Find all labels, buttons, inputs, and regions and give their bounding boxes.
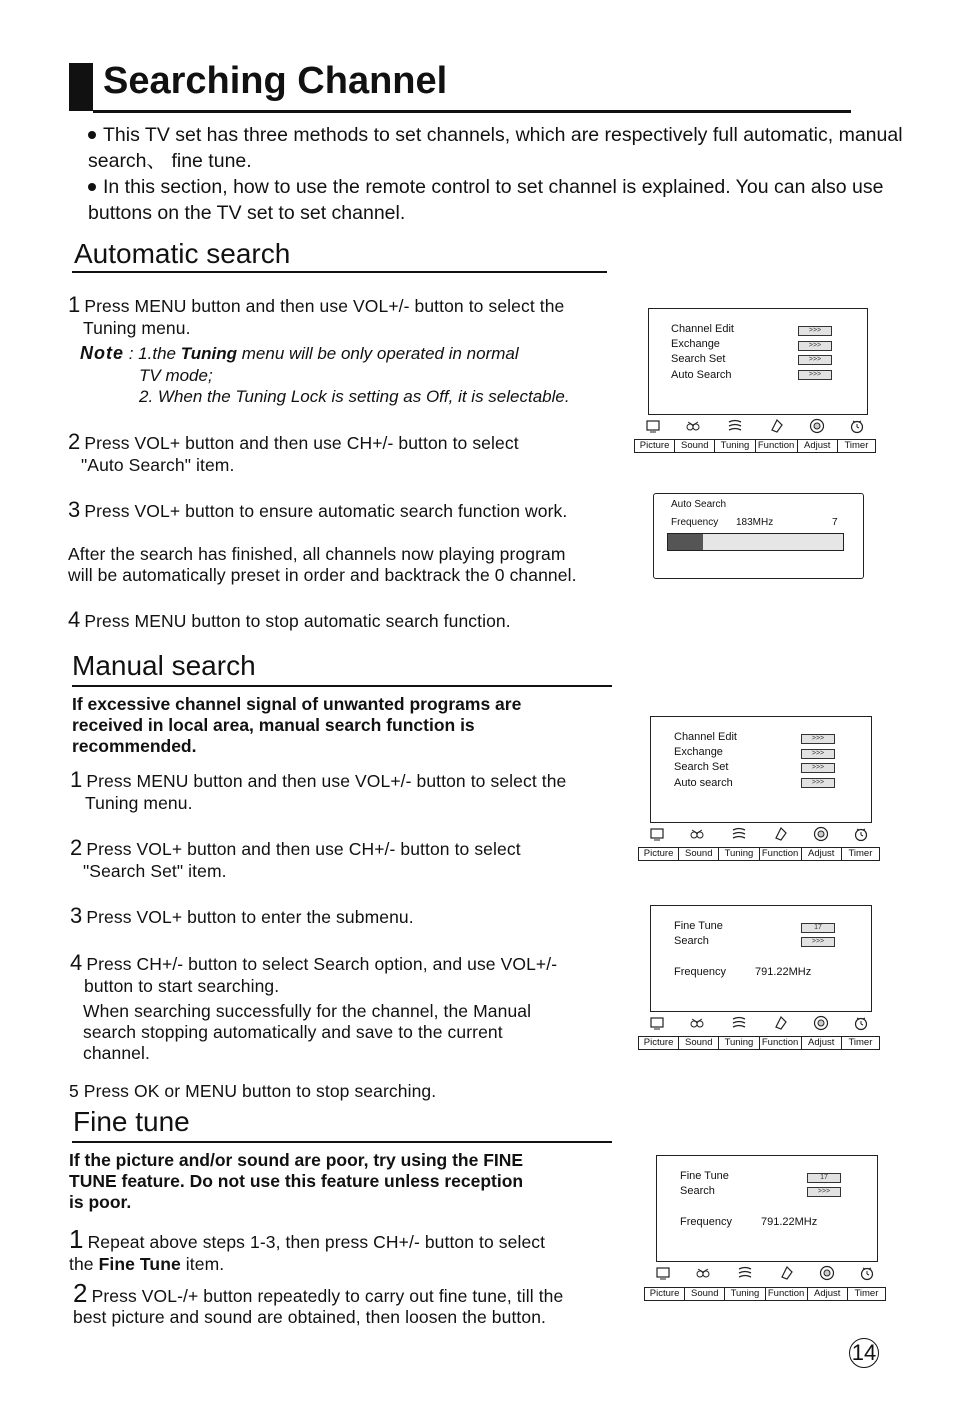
section-rule xyxy=(72,1141,612,1143)
tab-timer: Timer xyxy=(848,848,873,859)
tab-picture: Picture xyxy=(639,848,679,860)
manual-step-5: 5 Press OK or MENU button to stop searching. xyxy=(69,1081,437,1101)
picture-icon xyxy=(645,418,661,434)
tab-adjust: Adjust xyxy=(798,440,838,452)
fine-tune-screen xyxy=(656,1155,878,1262)
submenu-arrow: >>> xyxy=(798,326,832,336)
manual-step-1: 1 Press MENU button and then use VOL+/- button to select the xyxy=(70,767,567,792)
sound-icon xyxy=(685,418,701,434)
frequency-label: Frequency xyxy=(674,966,726,978)
menu-tab-bar xyxy=(644,1287,886,1301)
menu-item-channel-edit: Channel Edit xyxy=(674,731,737,743)
tab-sound: Sound xyxy=(675,440,715,452)
search-set-screen xyxy=(650,905,872,1012)
frequency-value: 791.22MHz xyxy=(761,1216,818,1228)
fine-step-1-cont: the Fine Tune item. xyxy=(69,1254,225,1274)
tuning-icon xyxy=(737,1265,753,1281)
adjust-icon xyxy=(813,826,829,842)
submenu-arrow: >>> xyxy=(798,341,832,351)
manual-when-line-1: When searching successfully for the channel, the Manual xyxy=(83,1001,532,1021)
fine-tune-value: 17 xyxy=(807,1173,841,1183)
auto-after-line-1: After the search has finished, all channels now playing program xyxy=(68,544,566,564)
menu-item-exchange: Exchange xyxy=(671,338,720,350)
tab-picture: Picture xyxy=(639,1037,679,1049)
intro-paragraph-2: In this section, how to use the remote control to set channel is explained. You can also use buttons on the TV set to set channel. xyxy=(88,176,884,224)
manual-search-heading: Manual search xyxy=(72,650,256,681)
function-icon xyxy=(769,418,785,434)
menu-icon-row xyxy=(635,418,875,440)
fine-tune-label: Fine Tune xyxy=(680,1170,729,1182)
menu-icon-row xyxy=(639,1015,879,1037)
menu-item-auto-search: Auto Search xyxy=(671,369,732,381)
sound-icon xyxy=(695,1265,711,1281)
title-rule xyxy=(93,110,851,113)
tab-function: Function xyxy=(760,1037,802,1049)
manual-step-2: 2 Press VOL+ button and then use CH+/- button to select xyxy=(70,835,521,860)
page-number: 14 xyxy=(849,1338,879,1368)
timer-icon xyxy=(859,1265,875,1281)
bullet-icon xyxy=(88,131,96,139)
tab-tuning: Tuning xyxy=(719,848,759,860)
tab-picture: Picture xyxy=(635,440,675,452)
submenu-arrow: >>> xyxy=(801,763,835,773)
function-icon xyxy=(773,826,789,842)
menu-icon-row xyxy=(645,1265,885,1287)
channel-number: 7 xyxy=(832,517,838,528)
timer-icon xyxy=(849,418,865,434)
auto-search-screen xyxy=(653,493,864,579)
tuning-menu-screen xyxy=(648,308,868,415)
picture-icon xyxy=(655,1265,671,1281)
picture-icon xyxy=(649,826,665,842)
adjust-icon xyxy=(809,418,825,434)
auto-after-line-2: will be automatically preset in order and backtrack the 0 channel. xyxy=(68,565,577,585)
timer-icon xyxy=(853,826,869,842)
menu-tab-bar xyxy=(634,439,876,453)
manual-when-line-3: channel. xyxy=(83,1043,150,1063)
submenu-arrow: >>> xyxy=(807,1187,841,1197)
function-icon xyxy=(779,1265,795,1281)
submenu-arrow: >>> xyxy=(801,778,835,788)
frequency-value: 183MHz xyxy=(736,517,774,528)
auto-step-2: 2 Press VOL+ button and then use CH+/- button to select xyxy=(68,429,519,454)
manual-intro-line-2: received in local area, manual search function is xyxy=(72,715,475,735)
tab-adjust: Adjust xyxy=(808,1288,848,1300)
tab-tuning: Tuning xyxy=(715,440,755,452)
intro-paragraph-1: This TV set has three methods to set channels, which are respectively full automatic, manual search、 fine tune. xyxy=(88,124,903,172)
auto-step-1-cont: Tuning menu. xyxy=(83,318,191,338)
tab-timer: Timer xyxy=(848,1037,873,1048)
menu-item-channel-edit: Channel Edit xyxy=(671,323,734,335)
submenu-arrow: >>> xyxy=(801,937,835,947)
menu-tab-bar xyxy=(638,1036,880,1050)
fine-tune-label: Fine Tune xyxy=(674,920,723,932)
tab-sound: Sound xyxy=(679,1037,719,1049)
tuning-icon xyxy=(731,826,747,842)
adjust-icon xyxy=(819,1265,835,1281)
manual-step-4: 4 Press CH+/- button to select Search option, and use VOL+/- xyxy=(70,950,558,975)
frequency-label: Frequency xyxy=(671,517,719,528)
auto-step-3: 3 Press VOL+ button to ensure automatic search function work. xyxy=(68,497,568,522)
tab-sound: Sound xyxy=(685,1288,725,1300)
auto-note-line-1: Note : 1.the Tuning menu will be only operated in normal xyxy=(80,343,519,363)
menu-tab-bar xyxy=(638,847,880,861)
search-label: Search xyxy=(680,1185,715,1197)
frequency-value: 791.22MHz xyxy=(755,966,812,978)
fine-tune-value: 17 xyxy=(801,923,835,933)
auto-search-title: Auto Search xyxy=(671,499,727,510)
tuning-icon xyxy=(727,418,743,434)
automatic-search-heading: Automatic search xyxy=(74,238,291,269)
manual-step-1-cont: Tuning menu. xyxy=(85,793,193,813)
sound-icon xyxy=(689,826,705,842)
submenu-arrow: >>> xyxy=(801,734,835,744)
auto-note-line-3: 2. When the Tuning Lock is setting as Off, it is selectable. xyxy=(139,387,570,406)
menu-icon-row xyxy=(639,826,879,848)
tab-tuning: Tuning xyxy=(725,1288,765,1300)
manual-step-2-cont: "Search Set" item. xyxy=(83,861,227,881)
timer-icon xyxy=(853,1015,869,1031)
fine-tune-heading: Fine tune xyxy=(73,1106,190,1137)
sound-icon xyxy=(689,1015,705,1031)
fine-step-2: 2 Press VOL-/+ button repeatedly to carry out fine tune, till the xyxy=(73,1278,564,1308)
manual-when-line-2: search stopping automatically and save to the current xyxy=(83,1022,503,1042)
picture-icon xyxy=(649,1015,665,1031)
tab-picture: Picture xyxy=(645,1288,685,1300)
bullet-icon xyxy=(88,183,96,191)
page-title: Searching Channel xyxy=(103,60,448,102)
manual-step-3: 3 Press VOL+ button to enter the submenu. xyxy=(70,903,414,928)
tab-function: Function xyxy=(756,440,798,452)
fine-intro-line-2: TUNE feature. Do not use this feature unless reception xyxy=(69,1171,524,1191)
tab-timer: Timer xyxy=(844,440,869,451)
menu-item-search-set: Search Set xyxy=(674,761,729,773)
tuning-menu-screen xyxy=(650,716,872,823)
manual-intro-line-1: If excessive channel signal of unwanted programs are xyxy=(72,694,522,714)
submenu-arrow: >>> xyxy=(798,370,832,380)
adjust-icon xyxy=(813,1015,829,1031)
tab-tuning: Tuning xyxy=(719,1037,759,1049)
frequency-label: Frequency xyxy=(680,1216,732,1228)
menu-item-search-set: Search Set xyxy=(671,353,726,365)
auto-step-1: 1 Press MENU button and then use VOL+/- button to select the xyxy=(68,292,565,317)
fine-step-1: 1 Repeat above steps 1-3, then press CH+/- button to select xyxy=(69,1224,546,1254)
auto-note-line-2: TV mode; xyxy=(139,366,213,385)
auto-step-2-cont: "Auto Search" item. xyxy=(81,455,235,475)
tab-sound: Sound xyxy=(679,848,719,860)
title-bar xyxy=(69,63,93,111)
section-rule xyxy=(72,271,607,273)
submenu-arrow: >>> xyxy=(801,749,835,759)
menu-item-exchange: Exchange xyxy=(674,746,723,758)
function-icon xyxy=(773,1015,789,1031)
tab-function: Function xyxy=(766,1288,808,1300)
search-progress-fill xyxy=(668,534,703,550)
section-rule xyxy=(72,685,612,687)
tab-adjust: Adjust xyxy=(802,1037,842,1049)
tab-timer: Timer xyxy=(854,1288,879,1299)
auto-step-4: 4 Press MENU button to stop automatic search function. xyxy=(68,607,511,632)
fine-intro-line-1: If the picture and/or sound are poor, try using the FINE xyxy=(69,1150,524,1170)
search-progress-bar xyxy=(667,533,844,551)
manual-intro-line-3: recommended. xyxy=(72,736,197,756)
submenu-arrow: >>> xyxy=(798,355,832,365)
fine-intro-line-3: is poor. xyxy=(69,1192,132,1212)
fine-step-2-cont: best picture and sound are obtained, then loosen the button. xyxy=(73,1307,547,1327)
tab-function: Function xyxy=(760,848,802,860)
manual-step-4-cont: button to start searching. xyxy=(84,976,280,996)
tuning-icon xyxy=(731,1015,747,1031)
menu-item-auto-search: Auto search xyxy=(674,777,733,789)
search-label: Search xyxy=(674,935,709,947)
tab-adjust: Adjust xyxy=(802,848,842,860)
